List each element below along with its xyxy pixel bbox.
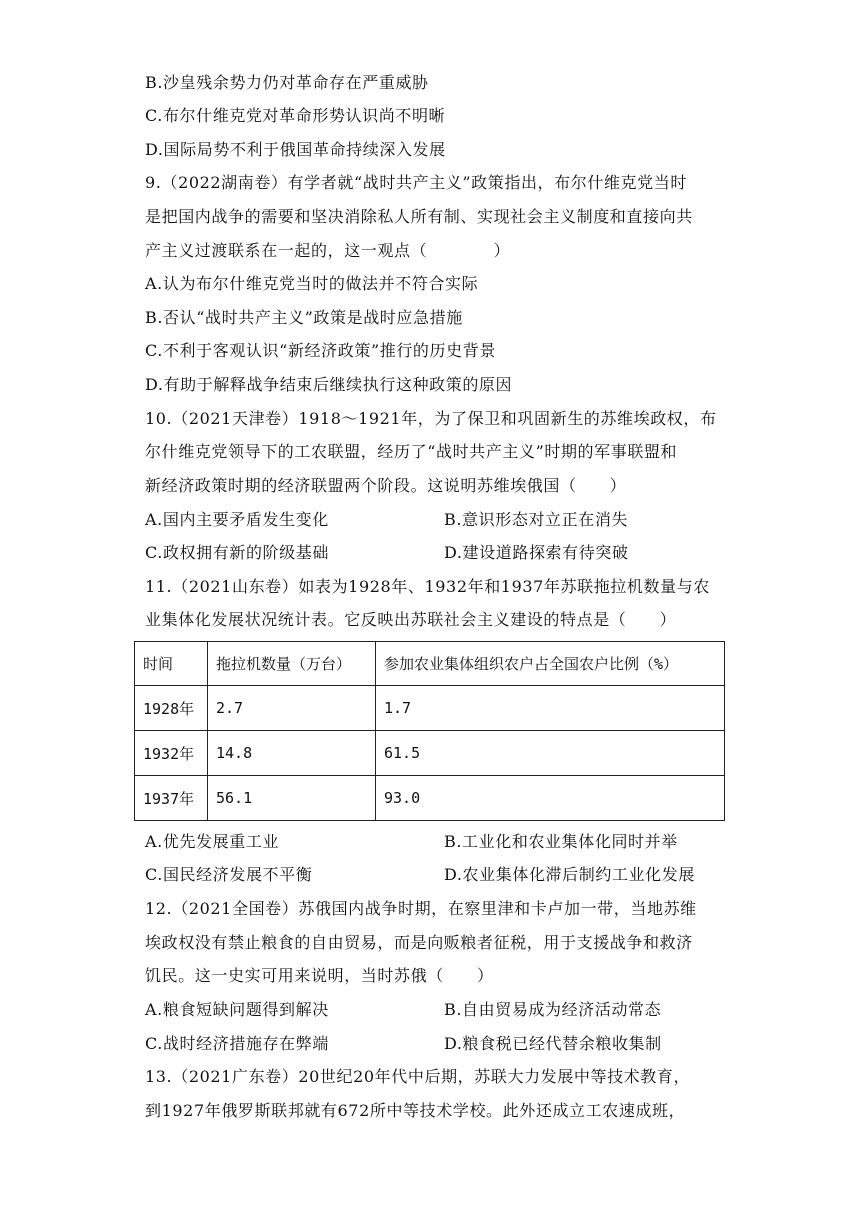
q12-stem-line-1: 12.（2021全国卷）苏俄国内战争时期，在察里津和卡卢加一带，当地苏维 — [145, 899, 697, 918]
q11-option-a: A.优先发展重工业 — [145, 832, 280, 851]
q9-stem-line-1: 9.（2022湖南卷）有学者就“战时共产主义”政策指出，布尔什维克党当时 — [145, 173, 687, 192]
q13-stem-line-1: 13.（2021广东卷）20世纪20年代中后期，苏联大力发展中等技术教育， — [145, 1067, 691, 1086]
table-cell: 14.8 — [208, 731, 376, 776]
table-header-cell: 参加农业集体组织农户占全国农户比例（%） — [376, 642, 725, 686]
table-cell: 93.0 — [376, 776, 725, 821]
q9-stem-line-3: 产主义过渡联系在一起的，这一观点（ ） — [145, 241, 511, 260]
q12-option-c: C.战时经济措施存在弊端 — [145, 1034, 329, 1053]
table-header-cell: 拖拉机数量（万台） — [208, 642, 376, 686]
q11-stem-line-2: 业集体化发展状况统计表。它反映出苏联社会主义建设的特点是（ ） — [145, 610, 677, 629]
q10-stem-line-3: 新经济政策时期的经济联盟两个阶段。这说明苏维埃俄国（ ） — [145, 476, 627, 495]
q10-stem-line-1: 10.（2021天津卷）1918～1921年，为了保卫和巩固新生的苏维埃政权，布 — [145, 409, 717, 428]
q9-stem-line-2: 是把国内战争的需要和坚决消除私人所有制、实现社会主义制度和直接向共 — [145, 207, 693, 226]
q9-option-a: A.认为布尔什维克党当时的做法并不符合实际 — [145, 274, 479, 293]
q8-option-c: C.布尔什维克党对革命形势认识尚不明晰 — [145, 106, 446, 125]
table-cell: 1928年 — [135, 686, 208, 731]
q11-option-d: D.农业集体化滞后制约工业化发展 — [444, 865, 695, 884]
table-row — [135, 776, 725, 821]
q12-option-b: B.自由贸易成为经济活动常态 — [444, 1000, 662, 1019]
q12-stem-line-2: 埃政权没有禁止粮食的自由贸易，而是向贩粮者征税，用于支援战争和救济 — [145, 933, 693, 952]
q12-stem-line-3: 饥民。这一史实可用来说明，当时苏俄（ ） — [145, 966, 494, 985]
table-cell: 1.7 — [376, 686, 725, 731]
q9-option-b: B.否认“战时共产主义”政策是战时应急措施 — [145, 308, 463, 327]
q10-stem-line-2: 尔什维克党领导下的工农联盟，经历了“战时共产主义”时期的军事联盟和 — [145, 442, 678, 461]
q12-option-a: A.粮食短缺问题得到解决 — [145, 1000, 329, 1019]
table-cell: 61.5 — [376, 731, 725, 776]
q8-option-d: D.国际局势不利于俄国革命持续深入发展 — [145, 140, 446, 159]
q11-option-b: B.工业化和农业集体化同时并举 — [444, 832, 678, 851]
table-row — [135, 731, 725, 776]
table-cell: 1937年 — [135, 776, 208, 821]
q10-option-c: C.政权拥有新的阶级基础 — [145, 543, 329, 562]
q10-option-a: A.国内主要矛盾发生变化 — [145, 510, 329, 529]
q9-option-d: D.有助于解释战争结束后继续执行这种政策的原因 — [145, 375, 513, 394]
q13-stem-line-2: 到1927年俄罗斯联邦就有672所中等技术学校。此外还成立工农速成班， — [145, 1101, 686, 1120]
table-cell: 2.7 — [208, 686, 376, 731]
q11-option-c: C.国民经济发展不平衡 — [145, 865, 313, 884]
q11-stem-line-1: 11.（2021山东卷）如表为1928年、1932年和1937年苏联拖拉机数量与农 — [145, 577, 710, 596]
table-row — [135, 686, 725, 731]
q9-option-c: C.不利于客观认识“新经济政策”推行的历史背景 — [145, 341, 496, 360]
q10-option-b: B.意识形态对立正在消失 — [444, 510, 629, 529]
table-header-cell: 时间 — [135, 642, 208, 686]
table-cell: 56.1 — [208, 776, 376, 821]
q8-option-b: B.沙皇残余势力仍对革命存在严重威胁 — [145, 73, 429, 92]
tractor-collectivization-table — [134, 641, 725, 821]
table-cell: 1932年 — [135, 731, 208, 776]
q12-option-d: D.粮食税已经代替余粮收集制 — [444, 1034, 662, 1053]
q10-option-d: D.建设道路探索有待突破 — [444, 543, 629, 562]
table-header-row — [135, 642, 725, 686]
